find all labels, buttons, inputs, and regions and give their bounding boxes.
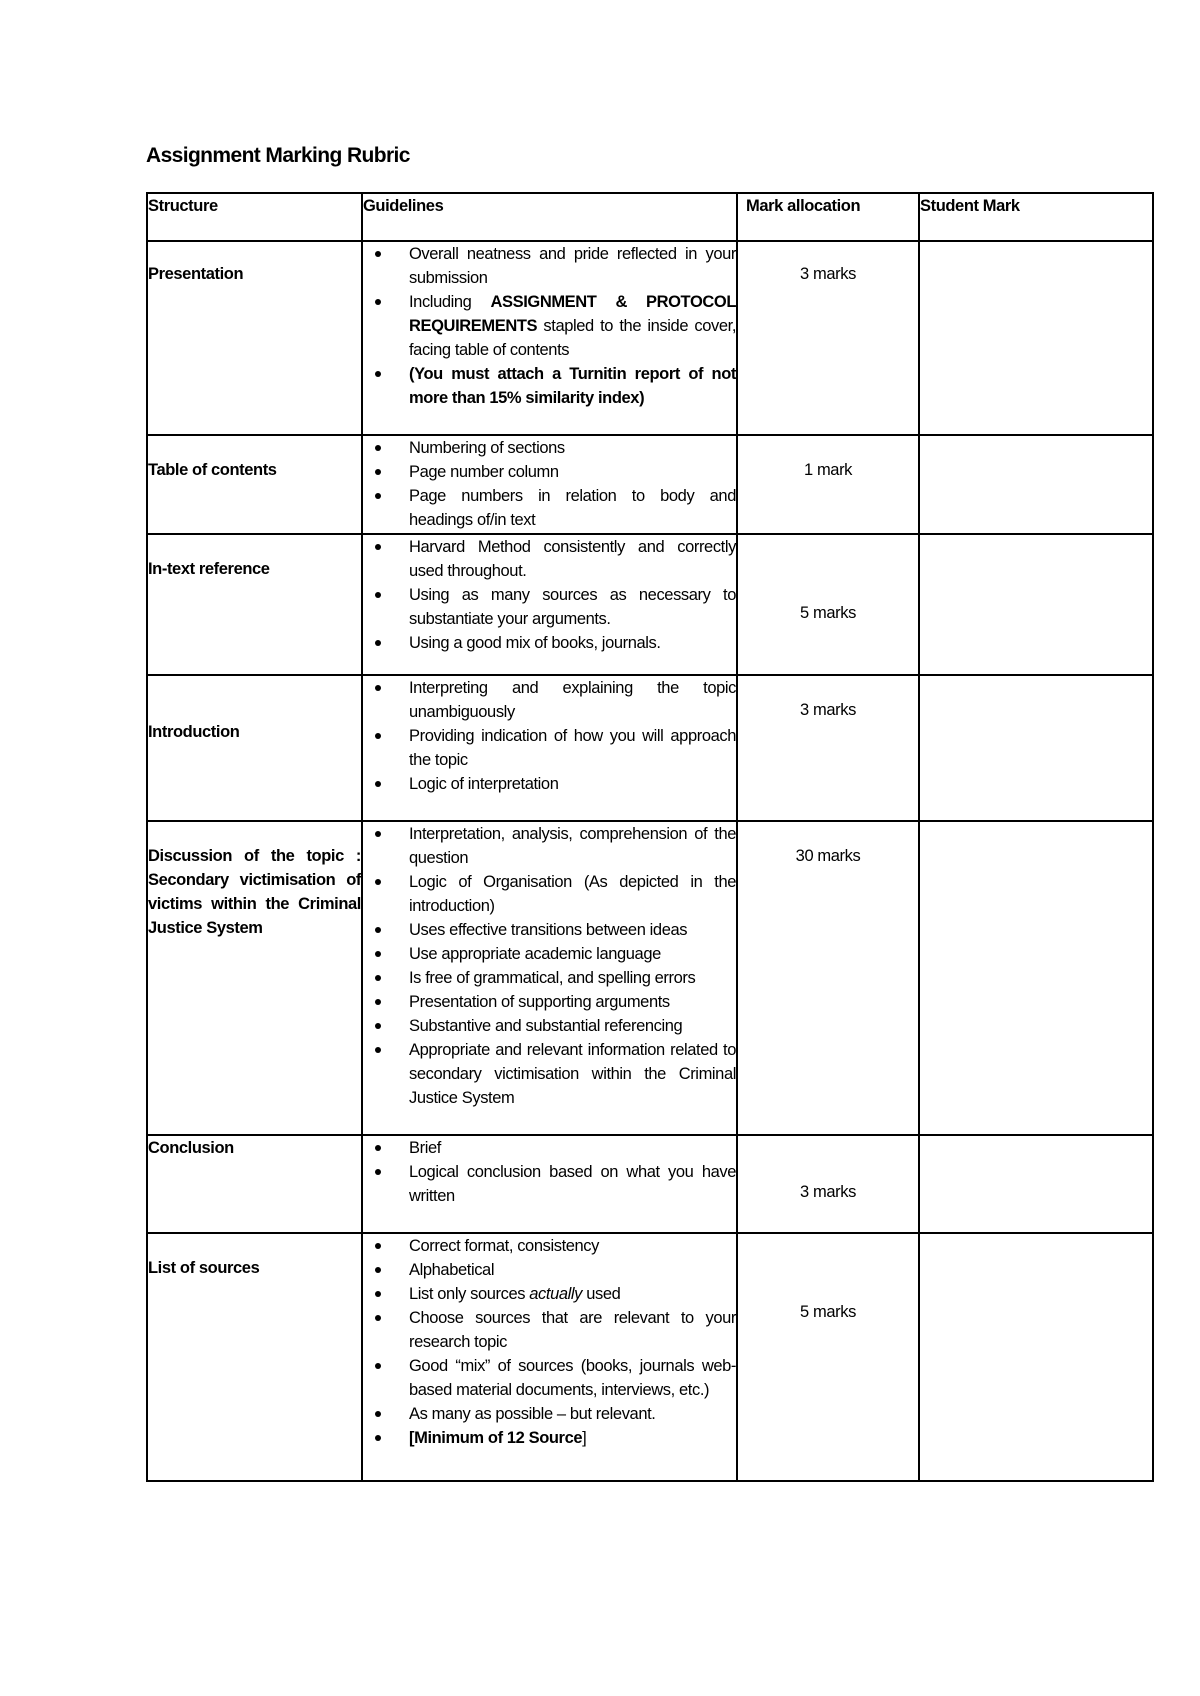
header-guidelines: Guidelines (362, 193, 737, 241)
list-item: Uses effective transitions between ideas (363, 918, 736, 942)
list-item: Presentation of supporting arguments (363, 990, 736, 1014)
mark-allocation-cell: 5 marks (737, 534, 919, 675)
guidelines-cell (362, 1233, 737, 1481)
list-item: Correct format, consistency (363, 1234, 736, 1258)
list-item: Appropriate and relevant information related to secondary victimisation within the Criminal Justice System (363, 1038, 736, 1110)
mark-allocation-cell: 5 marks (737, 1233, 919, 1481)
table-row (147, 435, 1153, 534)
structure-cell: Introduction (147, 675, 362, 821)
document-title: Assignment Marking Rubric (146, 144, 410, 167)
structure-cell: Conclusion (147, 1135, 362, 1233)
guidelines-cell (362, 435, 737, 534)
guidelines-list (363, 1234, 736, 1450)
list-item: Logic of Organisation (As depicted in the introduction) (363, 870, 736, 918)
header-structure: Structure (147, 193, 362, 241)
guidelines-list (363, 822, 736, 1110)
list-item: (You must attach a Turnitin report of not more than 15% similarity index) (363, 362, 736, 410)
guidelines-cell (362, 534, 737, 675)
list-item: Overall neatness and pride reflected in your submission (363, 242, 736, 290)
guidelines-cell (362, 241, 737, 435)
list-item: Page numbers in relation to body and headings of/in text (363, 484, 736, 532)
student-mark-cell[interactable] (919, 1233, 1153, 1481)
guidelines-cell (362, 1135, 737, 1233)
list-item: Including ASSIGNMENT & PROTOCOL REQUIREMENTS stapled to the inside cover, facing table of contents (363, 290, 736, 362)
student-mark-cell[interactable] (919, 821, 1153, 1135)
list-item: Harvard Method consistently and correctly used throughout. (363, 535, 736, 583)
guidelines-cell (362, 821, 737, 1135)
guidelines-list (363, 676, 736, 796)
table-row (147, 821, 1153, 1135)
list-item: Interpreting and explaining the topic unambiguously (363, 676, 736, 724)
student-mark-cell[interactable] (919, 435, 1153, 534)
header-student-mark: Student Mark (919, 193, 1153, 241)
student-mark-cell[interactable] (919, 534, 1153, 675)
student-mark-cell[interactable] (919, 241, 1153, 435)
list-item: Numbering of sections (363, 436, 736, 460)
table-header-row (147, 193, 1153, 241)
table-row (147, 1233, 1153, 1481)
marking-rubric-table (146, 192, 1154, 1482)
list-item: Interpretation, analysis, comprehension of the question (363, 822, 736, 870)
guidelines-list (363, 1136, 736, 1208)
table-row (147, 1135, 1153, 1233)
table-row (147, 241, 1153, 435)
list-item: Logic of interpretation (363, 772, 736, 796)
guidelines-cell (362, 675, 737, 821)
list-item: Providing indication of how you will approach the topic (363, 724, 736, 772)
student-mark-cell[interactable] (919, 675, 1153, 821)
table-row (147, 534, 1153, 675)
guidelines-list (363, 535, 736, 655)
list-item: List only sources actually used (363, 1282, 736, 1306)
student-mark-cell[interactable] (919, 1135, 1153, 1233)
mark-allocation-cell: 3 marks (737, 675, 919, 821)
structure-cell: Table of contents (147, 435, 362, 534)
table-row (147, 675, 1153, 821)
structure-cell: Discussion of the topic : Secondary victimisation of victims within the Criminal Justice System (147, 821, 362, 1135)
list-item: Page number column (363, 460, 736, 484)
guidelines-list (363, 436, 736, 532)
list-item: Logical conclusion based on what you have written (363, 1160, 736, 1208)
mark-allocation-cell: 30 marks (737, 821, 919, 1135)
list-item: Using as many sources as necessary to substantiate your arguments. (363, 583, 736, 631)
mark-allocation-cell: 3 marks (737, 1135, 919, 1233)
list-item: Substantive and substantial referencing (363, 1014, 736, 1038)
list-item: Alphabetical (363, 1258, 736, 1282)
list-item: Using a good mix of books, journals. (363, 631, 736, 655)
header-mark-allocation: Mark allocation (737, 193, 919, 241)
list-item: [Minimum of 12 Source] (363, 1426, 736, 1450)
structure-cell: In-text reference (147, 534, 362, 675)
list-item: Choose sources that are relevant to your research topic (363, 1306, 736, 1354)
list-item: As many as possible – but relevant. (363, 1402, 736, 1426)
guidelines-list (363, 242, 736, 410)
mark-allocation-cell: 1 mark (737, 435, 919, 534)
mark-allocation-cell: 3 marks (737, 241, 919, 435)
structure-cell: List of sources (147, 1233, 362, 1481)
list-item: Is free of grammatical, and spelling errors (363, 966, 736, 990)
list-item: Good “mix” of sources (books, journals web-based material documents, interviews, etc.) (363, 1354, 736, 1402)
structure-cell: Presentation (147, 241, 362, 435)
list-item: Brief (363, 1136, 736, 1160)
list-item: Use appropriate academic language (363, 942, 736, 966)
